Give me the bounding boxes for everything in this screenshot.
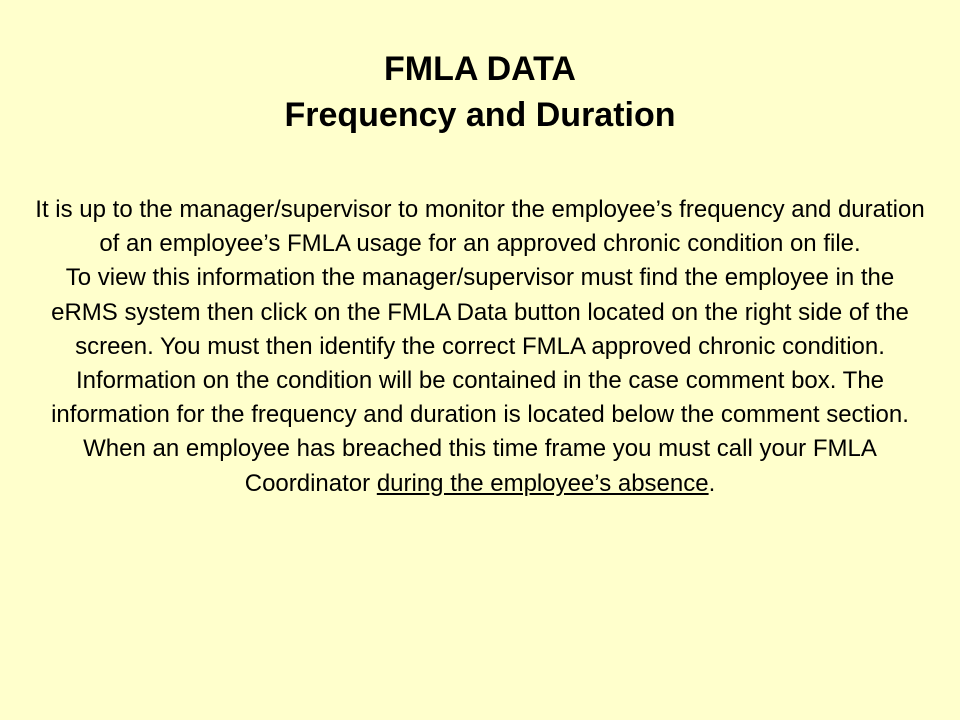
slide-title — [0, 46, 960, 138]
title-line-2: Frequency and Duration — [284, 96, 676, 134]
body-paragraph-2-end: . — [708, 469, 716, 497]
underlined-emphasis: during the employee’s absence — [376, 469, 709, 497]
body-paragraph-2 — [30, 261, 930, 500]
title-line-1: FMLA DATA — [384, 50, 576, 88]
body-paragraph-2-text: To view this information the manager/supervisor must find the employee in the eRMS system then click on the FMLA Data button located on the right side of the screen. You must then identify the correct FMLA approved chronic condition. Information on the condition will be contained in the case comment box. The information for the frequency and duration is located below the comment section. When an employee has breached this time frame you must call your FMLA Coordinator — [51, 264, 909, 497]
slide-body — [30, 193, 930, 501]
body-paragraph-1: It is up to the manager/supervisor to monitor the employee’s frequency and duration of an employee’s FMLA usage for an approved chronic condition on file. — [35, 196, 925, 258]
